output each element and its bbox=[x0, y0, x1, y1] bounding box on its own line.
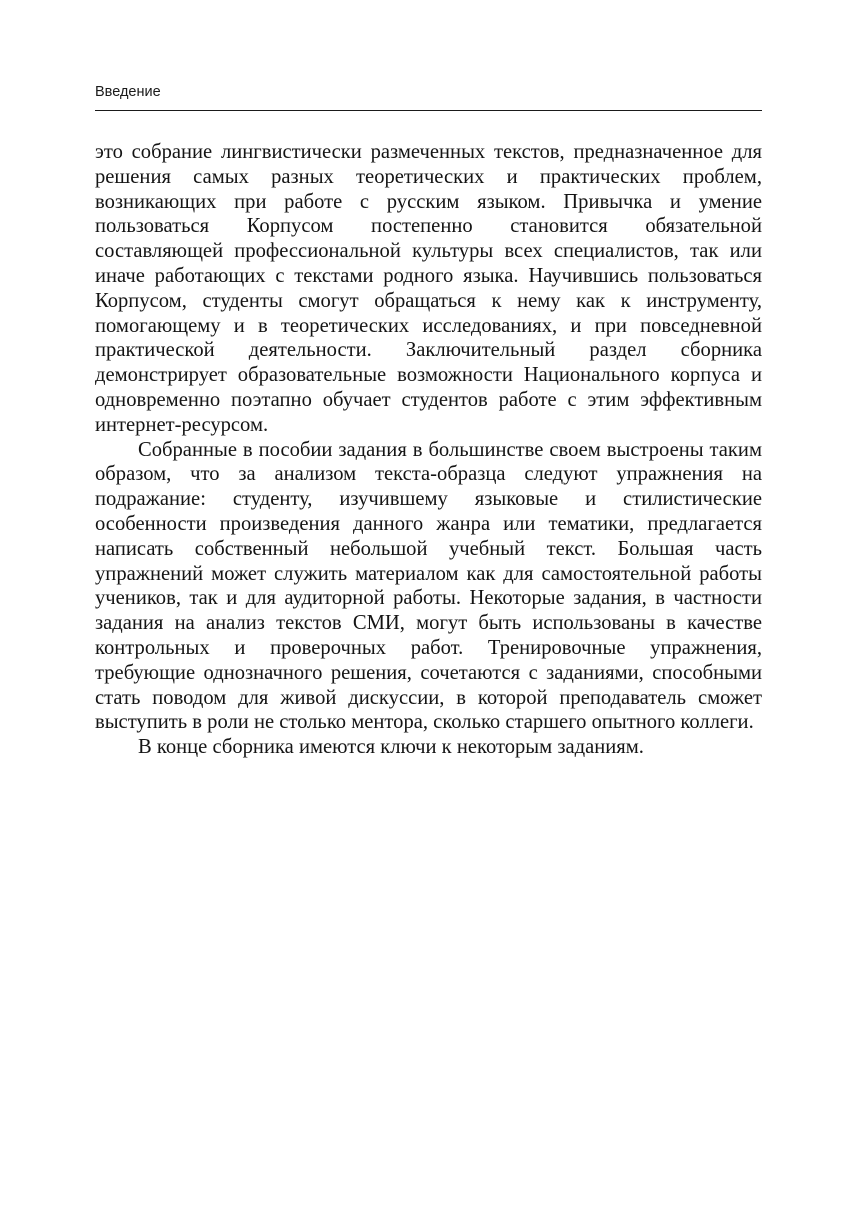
running-header: Введение bbox=[95, 84, 161, 100]
body-text bbox=[95, 140, 762, 760]
paragraph-last: В конце сборника имеются ключи к некоторым заданиям. bbox=[138, 736, 644, 759]
header-divider bbox=[95, 110, 762, 111]
paragraph: Собранные в пособии задания в большинстве своем выстроены таким образом, что за анализом текста-образца следуют упражнения на подражание: студенту, изучившему языковые и стилистические особенности произведения данного жанра или тематики, предлагается написать собственный небольшой учебный текст. Большая часть упражнений может служить материалом как для самостоятельной работы учеников, так и для аудиторной работы. Некоторые задания, в частности задания на анализ текстов СМИ, могут быть использованы в качестве контрольных и проверочных работ. Тренировочные упражнения, требующие однозначного решения, сочетаются с заданиями, способными стать поводом для живой дискуссии, в которой преподаватель сможет выступить в роли не столько ментора, сколько старшего опытного коллеги. bbox=[95, 438, 762, 734]
paragraph-continued: это собрание лингвистически размеченных текстов, предназначенное для решения самых разных теоретических и практических проблем, возникающих при работе с русским языком. Привычка и умение пользоваться Корпусом постепенно становится обязательной составляющей профессиональной культуры всех специалистов, так или иначе работающих с текстами родного языка. Научившись пользоваться Корпусом, студенты смогут обращаться к нему как к инструменту, помогающему и в теоретических исследованиях, и при повседневной практической деятельности. Заключительный раздел сборника демонстрирует образовательные возможности Национального корпуса и одновременно поэтапно обучает студентов работе с этим эффективным интернет-ресурсом. bbox=[95, 141, 762, 436]
